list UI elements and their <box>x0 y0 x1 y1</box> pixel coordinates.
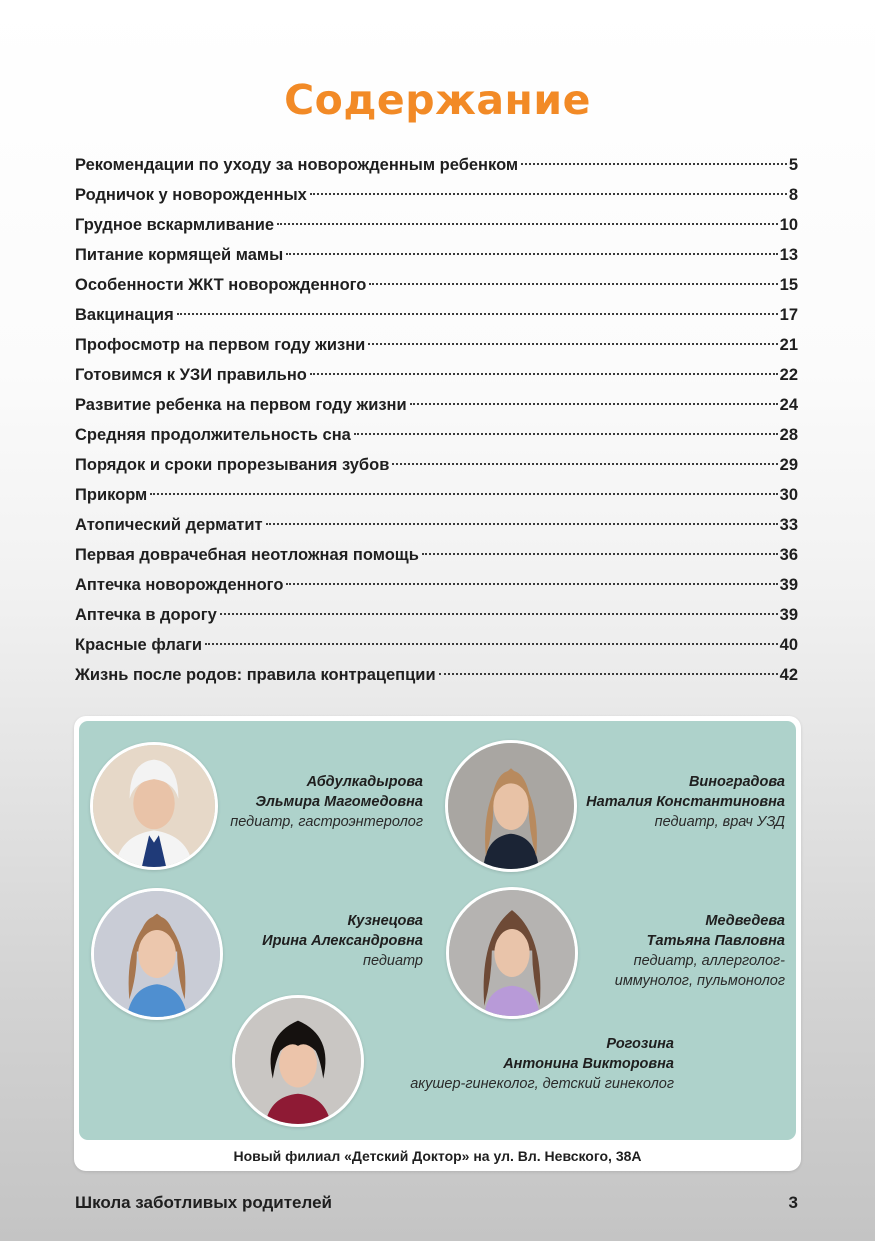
doctor-surname: Кузнецова <box>347 913 423 929</box>
doctor-photo-medvedeva <box>446 887 578 1019</box>
toc-entry[interactable] <box>75 180 798 210</box>
page-number: 3 <box>788 1193 798 1212</box>
toc-entry[interactable] <box>75 510 798 540</box>
dot-leader <box>310 193 787 195</box>
toc-entry-page: 5 <box>788 156 798 174</box>
toc-entry-title: Питание кормящей мамы <box>75 246 284 264</box>
toc-entry-title: Развитие ребенка на первом году жизни <box>75 396 407 414</box>
toc-entry-page: 29 <box>779 456 798 474</box>
doctor-photo-abdulkadyrova <box>90 742 218 870</box>
page-title: Содержание <box>284 76 591 124</box>
toc-entry[interactable] <box>75 270 798 300</box>
toc-entry-title: Атопический дерматит <box>75 516 263 534</box>
toc-entry[interactable] <box>75 330 798 360</box>
doctor-given-name: Эльмира Магомедовна <box>255 794 423 810</box>
dot-leader <box>368 343 777 345</box>
doctors-panel <box>79 721 796 1140</box>
doctor-info <box>230 772 423 832</box>
toc-entry-page: 8 <box>788 186 798 204</box>
doctor-info <box>586 772 785 832</box>
doctor-info <box>262 911 423 971</box>
dot-leader <box>266 523 778 525</box>
dot-leader <box>220 613 778 615</box>
doctor-surname: Медведева <box>705 913 785 929</box>
doctor-info <box>615 911 785 991</box>
toc-entry[interactable] <box>75 240 798 270</box>
dot-leader <box>422 553 778 555</box>
toc-entry-page: 28 <box>779 426 798 444</box>
doctor-photo-kuznetsova <box>91 888 223 1020</box>
toc-entry-page: 30 <box>779 486 798 504</box>
toc-entry[interactable] <box>75 300 798 330</box>
doctor-specialty: педиатр, гастроэнтеролог <box>230 814 423 830</box>
dot-leader <box>286 253 777 255</box>
toc-entry-page: 42 <box>779 666 798 684</box>
toc-entry[interactable] <box>75 570 798 600</box>
toc-entry[interactable] <box>75 540 798 570</box>
doctor-surname: Виноградова <box>688 774 785 790</box>
toc-entry-title: Родничок у новорожденных <box>75 186 307 204</box>
toc-entry[interactable] <box>75 390 798 420</box>
toc-entry[interactable] <box>75 480 798 510</box>
toc-entry-page: 10 <box>779 216 798 234</box>
toc-entry-title: Грудное вскармливание <box>75 216 275 234</box>
doctor-specialty: педиатр, аллерголог- <box>633 953 785 969</box>
doctor-specialty: педиатр <box>362 953 423 969</box>
toc-entry-page: 36 <box>779 546 798 564</box>
toc-entry-title: Готовимся к УЗИ правильно <box>75 366 307 384</box>
toc-entry-page: 22 <box>779 366 798 384</box>
portrait-icon <box>94 891 220 1017</box>
doctor-given-name: Ирина Александровна <box>262 933 423 949</box>
dot-leader <box>150 493 777 495</box>
dot-leader <box>177 313 778 315</box>
branch-caption: Новый филиал «Детский Доктор» на ул. Вл. Невского, 38А <box>233 1148 642 1164</box>
toc-entry-title: Первая доврачебная неотложная помощь <box>75 546 419 564</box>
doctor-specialty: педиатр, врач УЗД <box>654 814 785 830</box>
dot-leader <box>439 673 778 675</box>
dot-leader <box>277 223 778 225</box>
dot-leader <box>369 283 777 285</box>
portrait-icon <box>235 998 361 1124</box>
doctors-card <box>74 716 801 1171</box>
dot-leader <box>354 433 778 435</box>
toc-entry-title: Аптечка в дорогу <box>75 606 217 624</box>
doctor-given-name: Татьяна Павловна <box>646 933 785 949</box>
dot-leader <box>286 583 777 585</box>
toc-entry-title: Прикорм <box>75 486 148 504</box>
toc-entry-title: Вакцинация <box>75 306 174 324</box>
toc-entry-page: 15 <box>779 276 798 294</box>
toc-entry-page: 39 <box>779 576 798 594</box>
toc-entry-page: 13 <box>779 246 798 264</box>
doctor-surname: Абдулкадырова <box>306 774 423 790</box>
dot-leader <box>310 373 778 375</box>
doctor-specialty: акушер-гинеколог, детский гинеколог <box>410 1076 674 1092</box>
toc-entry-title: Особенности ЖКТ новорожденного <box>75 276 367 294</box>
dot-leader <box>205 643 778 645</box>
dot-leader <box>410 403 778 405</box>
toc-entry[interactable] <box>75 360 798 390</box>
doctor-specialty: иммунолог, пульмонолог <box>614 973 785 989</box>
doctor-given-name: Наталия Константиновна <box>586 794 785 810</box>
toc-entry-title: Средняя продолжительность сна <box>75 426 351 444</box>
portrait-icon <box>448 743 574 869</box>
toc-entry-title: Рекомендации по уходу за новорожденным ребенком <box>75 156 519 174</box>
dot-leader <box>521 163 787 165</box>
doctor-given-name: Антонина Викторовна <box>503 1056 674 1072</box>
toc-entry-page: 17 <box>779 306 798 324</box>
toc-entry-title: Жизнь после родов: правила контрацепции <box>75 666 436 684</box>
dot-leader <box>392 463 777 465</box>
toc-entry[interactable] <box>75 660 798 690</box>
doctor-photo-vinogradova <box>445 740 577 872</box>
toc-entry-title: Порядок и сроки прорезывания зубов <box>75 456 390 474</box>
doctor-surname: Рогозина <box>606 1036 674 1052</box>
toc-entry[interactable] <box>75 630 798 660</box>
toc-entry-title: Аптечка новорожденного <box>75 576 284 594</box>
toc-entry[interactable] <box>75 420 798 450</box>
doctor-info <box>410 1034 674 1094</box>
toc-entry[interactable] <box>75 600 798 630</box>
toc-entry[interactable] <box>75 210 798 240</box>
toc-entry-title: Профосмотр на первом году жизни <box>75 336 366 354</box>
toc-entry-page: 21 <box>779 336 798 354</box>
toc-entry-page: 39 <box>779 606 798 624</box>
toc-entry-title: Красные флаги <box>75 636 203 654</box>
toc-entry-page: 40 <box>779 636 798 654</box>
table-of-contents <box>75 150 798 690</box>
doctor-photo-rogozina <box>232 995 364 1127</box>
portrait-icon <box>449 890 575 1016</box>
toc-entry-page: 24 <box>779 396 798 414</box>
toc-entry-page: 33 <box>779 516 798 534</box>
toc-entry[interactable] <box>75 450 798 480</box>
portrait-icon <box>93 745 215 867</box>
toc-entry[interactable] <box>75 150 798 180</box>
footer-title: Школа заботливых родителей <box>75 1193 332 1212</box>
